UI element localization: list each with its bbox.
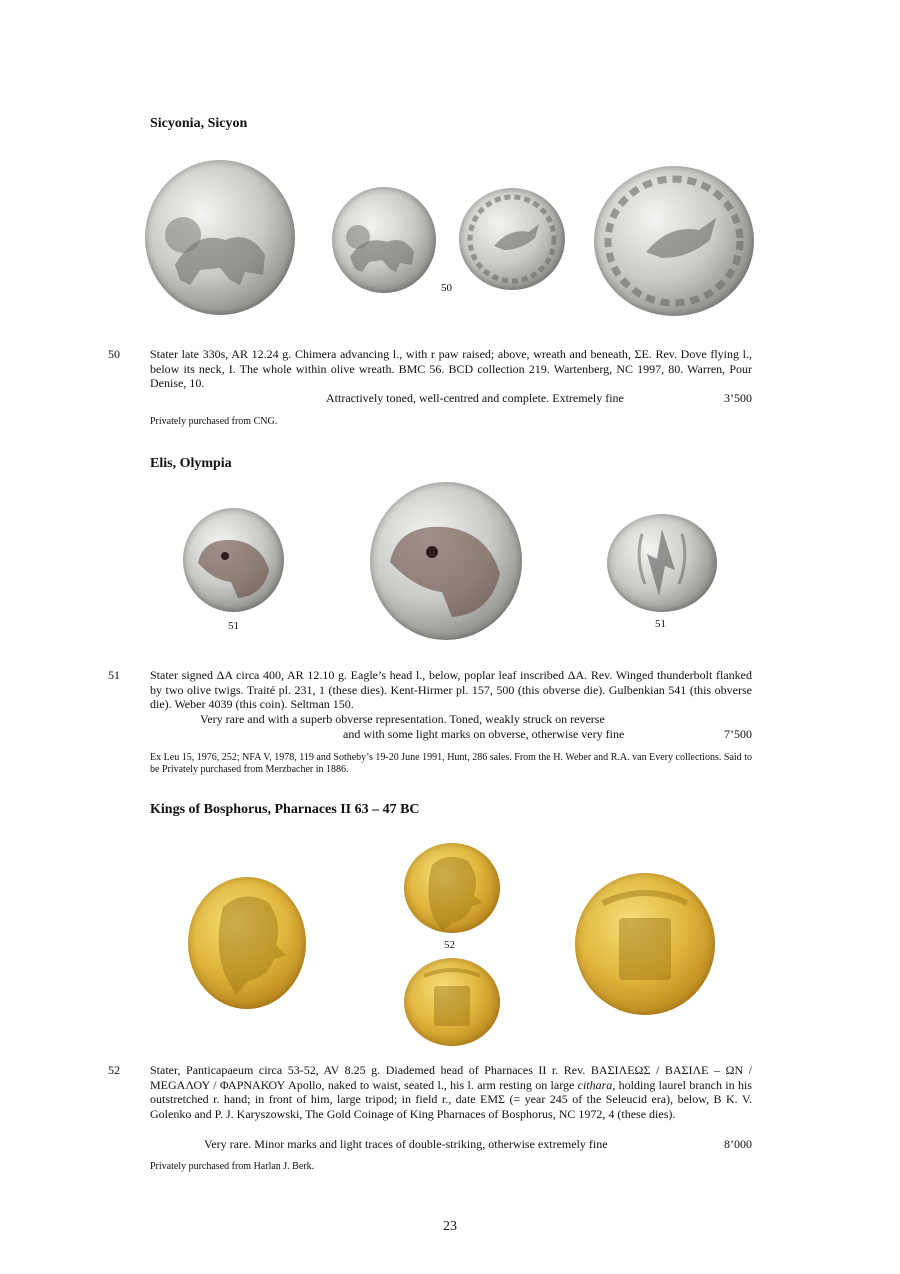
seated-figure-icon [404,958,500,1046]
coin-image-lot50-obverse-small [332,187,436,293]
eagle-head-icon [370,482,522,640]
coin-image-lot50-reverse-large [594,166,754,316]
lot-condition-51-line2: and with some light marks on obverse, otherwise very fine [343,727,625,741]
lot-number-51: 51 [108,668,120,682]
coin-image-lot50-obverse-large [145,160,295,315]
lot-description-51: Stater signed ΔA circa 400, AR 12.10 g. Eagle’s head l., below, poplar leaf inscribed ΔA. Rev. Winged thunderbolt flanked by two olive twigs. Traité pl. 231, 1 (these dies). Kent-Hirmer pl. 157, 500 (this obverse die). Gulbenkian 541 (this obverse die). Weber 4039 (this coin). Seltman 150. [150,668,752,711]
coin-image-lot52-obverse-large [188,877,306,1009]
seated-figure-icon [575,873,715,1015]
section-heading-sicyon: Sicyonia, Sicyon [150,116,248,131]
chimera-icon [145,160,295,315]
coin-image-lot52-reverse-small [404,958,500,1046]
lot-description-50: Stater late 330s, AR 12.24 g. Chimera advancing l., with r paw raised; above, wreath and beneath, ΣE. Rev. Dove flying l., below its neck, I. The whole within olive wreath. BMC 56. BCD collection 219. Wartenberg, NC 1997, 80. Warren, Pour Denise, 10. [150,347,752,390]
lot-condition-50: Attractively toned, well-centred and complete. Extremely fine [326,391,624,405]
coin-image-lot52-obverse-small [404,843,500,933]
head-portrait-icon [188,877,306,1009]
lot-number-50: 50 [108,347,120,361]
coin-image-lot51-reverse [607,514,717,612]
lot-provenance-52: Privately purchased from Harlan J. Berk. [150,1161,315,1172]
lot-provenance-50: Privately purchased from CNG. [150,416,278,427]
section-heading-olympia: Elis, Olympia [150,456,232,471]
lot-price-52: 8’000 [724,1137,752,1151]
coin-image-lot51-obverse-large [370,482,522,640]
italic-term: cithara [577,1077,613,1092]
coin-image-lot51-obverse-small [183,508,284,612]
image-caption-lot50: 50 [441,282,452,294]
lot-condition-51-line1: Very rare and with a superb obverse representation. Toned, weakly struck on reverse [200,712,605,726]
eagle-head-icon [183,508,284,612]
image-caption-lot51-right: 51 [655,618,666,630]
dove-icon [594,166,754,316]
lot-number-52: 52 [108,1063,120,1077]
image-caption-lot51-left: 51 [228,620,239,632]
chimera-icon [332,187,436,293]
lot-provenance-51: Ex Leu 15, 1976, 252; NFA V, 1978, 119 and Sotheby’s 19-20 June 1991, Hunt, 286 sales. From the H. Weber and R.A. van Every collections. Said to be Privately purchased from Merzbacher in 1886. [150,752,752,775]
dove-icon [459,188,565,290]
coin-image-lot52-reverse-large [575,873,715,1015]
section-heading-bosphorus: Kings of Bosphorus, Pharnaces II 63 – 47 BC [150,802,420,817]
thunderbolt-icon [607,514,717,612]
lot-price-51: 7’500 [724,727,752,741]
image-caption-lot52: 52 [444,939,455,951]
lot-condition-52: Very rare. Minor marks and light traces of double-striking, otherwise extremely fine [204,1137,608,1151]
coin-image-lot50-reverse-small [459,188,565,290]
lot-description-52: Stater, Panticapaeum circa 53-52, AV 8.25 g. Diademed head of Pharnaces II r. Rev. ΒΑΣΙΛΕΩΣ / ΒΑΣΙΛΕ – ΩΝ / ΜEGAΛΟΥ / ΦΑΡΝΑΚΟΥ Apollo, naked to waist, seated l., his l. arm resting on large cithara, holding laurel branch in his outstretched r. hand; in front of him, large tripod; in field r., date ΕΜΣ (= year 245 of the Seleucid era), below, B K. V. Golenko and P. J. Karyszowski, The Gold Coinage of King Pharnaces of Bosphorus, NC 1972, 4 (these dies). [150,1063,752,1121]
page-number: 23 [443,1219,457,1234]
lot-price-50: 3’500 [724,391,752,405]
head-portrait-icon [404,843,500,933]
